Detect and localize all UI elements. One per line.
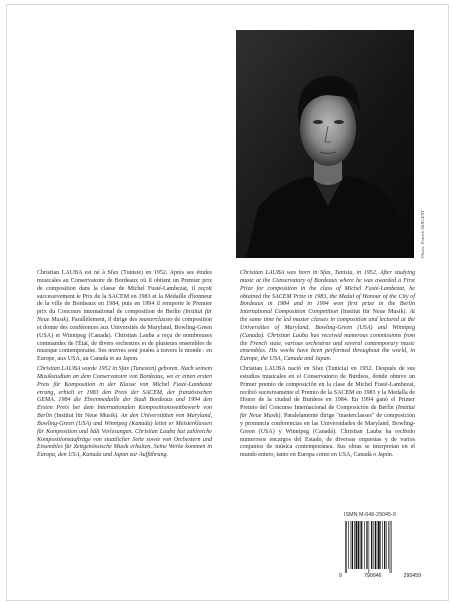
barcode-bar <box>366 521 367 569</box>
barcode-bar <box>377 521 378 569</box>
barcode-bar <box>356 521 358 569</box>
barcode-bar <box>373 521 374 569</box>
barcode-number <box>339 573 421 579</box>
biography-french: Christian LAUBA est né à Sfax (Tunisie) en 1952. Après ses études musicales au Conservatoire de Bordeaux où il obtient un Premier prix de composition dans la classe de Michel Fusté-Lambezat, il reçoit successivement le Prix de la SACEM en 1983 et la Médaille d'honneur de la ville de Bordeaux en 1984, puis en 1994 il remporte le Premier prix du Concours international de composition de Berlin (Institut für Neue Musik). Parallèlement, il dirige des masterclasses de composition et donne des conférences aux Universités de Maryland, Bowling-Green (USA) et Winnipeg (Canada). Christian Lauba a reçu de nombreuses commandes de l'État, de divers orchestres et de plusieurs ensembles de musique contemporaine. Ses œuvres sont jouées à travers le monde : en Europe, aux USA, au Canada et au Japon. <box>37 270 213 363</box>
barcode-bar <box>391 521 392 573</box>
barcode-bar <box>348 521 349 569</box>
barcode-bar <box>371 521 372 569</box>
portrait-figure-icon <box>236 30 414 258</box>
composer-portrait-photo <box>236 30 414 258</box>
biography-english: Christian LAUBA was born in Sfax, Tunisia, in 1952. After studying music at the Conservatory of Bordeaux where he was awarded a First Prize for composition in the class of Michel Fusté-Lambezat, he obtained the SACEM Prize in 1983, the Medal of Honour of the City of Bordeaux in 1984 and in 1994 won first prize in the Berlin International Composition Competition (Institut für Neue Musik). At the same time he led master classes in composition and lectured at the Universities of Maryland, Bowling-Green (USA) and Winnipeg (Canada). Christian Lauba has received numerous commissions from the French state, various orchestras and several contemporary music ensembles. His works have been performed throughout the world, in Europe, the USA, Canada and Japan. <box>240 270 415 363</box>
barcode-bar <box>380 521 381 569</box>
photo-credit: Photo: Patrick SERGENT <box>420 210 425 258</box>
barcode-bar <box>390 521 391 573</box>
barcode-digit-group-right: 290459 <box>403 573 421 579</box>
barcode-bar <box>361 521 362 569</box>
barcode-bar <box>346 521 347 573</box>
barcode-bar <box>354 521 355 569</box>
barcode-bar <box>358 521 359 569</box>
barcode-bar <box>367 521 368 569</box>
barcode-icon <box>343 521 418 573</box>
barcode-bar <box>386 521 387 569</box>
biography-spanish: Christian LAUBA nació en Sfax (Tunicia) en 1952. Después de sus estudios musicales en el Conservatorio de Burdeos, donde obtuvo un Primer premio de composición en la clase de Michel Fusté-Lambezat, recibió sucesivamente el Premio de la SACEM en 1983 y la Medalla de Honor de la ciudad de Burdeos en 1984. En 1994 ganó el Primer Premio del Concurso Internacional de Composición de Berlín (Institut für Neue Musik). Paralelamente dirige "masterclasses" de composición y pronuncia conferencias en las Universidades de Maryland, Bowling-Green (USA) y Winnipeg (Canadá). Christian Lauba ha recibido numerosos encargos del Estado, de diversas orquestas y de varios conjuntos de música contemporánea. Sus obras se interpretan en el mundo entero, tanto en Europa como en USA, Canadá o Japón. <box>240 366 415 459</box>
barcode-digit-lead: 9 <box>339 573 342 579</box>
barcode-bar <box>352 521 353 569</box>
barcode-bar <box>388 521 389 569</box>
biography-german: Christian LAUBA wurde 1952 in Sfax (Tunesien) geboren. Nach seinem Musikstudium an dem Conservatoire von Bordeaux, wo er einen ersten Preis für Komposition in der Klasse von Michel Fusté-Lambezat errang, erhielt er 1983 den Preis der SACEM, der französischen GEMA. 1984 die Ehrenmedaille der Stadt Bordeaux und 1994 den Ersten Preis bei dem Internationalen Kompositionswettbewerb von Berlin (Institut für Neue Musik). An den Universitäten von Maryland, Bowling-Green (USA) und Winnipeg (Kanada) leitet er Meisterklassen für Komposition und hält Vorlesungen. Christian Lauba hat zahlreiche Kompositionsaufträge von staatlicher Seite sowie von Orchestern und Ensembles für Zeitgenössische Musik erhalten. Seine Werke kommen in Europa, den USA, Kanada und Japan zur Aufführung. <box>37 366 212 459</box>
ismn-number: ISMN M-046-29045-9 <box>344 512 396 518</box>
barcode-bar <box>384 521 385 569</box>
barcode-bar <box>375 521 376 569</box>
barcode-bar <box>360 521 361 569</box>
barcode-bar <box>382 521 383 569</box>
barcode-bar <box>351 521 352 569</box>
barcode-bar <box>345 521 346 573</box>
barcode-bar <box>378 521 380 569</box>
barcode-digit-group-left: 790046 <box>364 573 382 579</box>
barcode-bar <box>369 521 370 573</box>
barcode-bar <box>364 521 365 569</box>
